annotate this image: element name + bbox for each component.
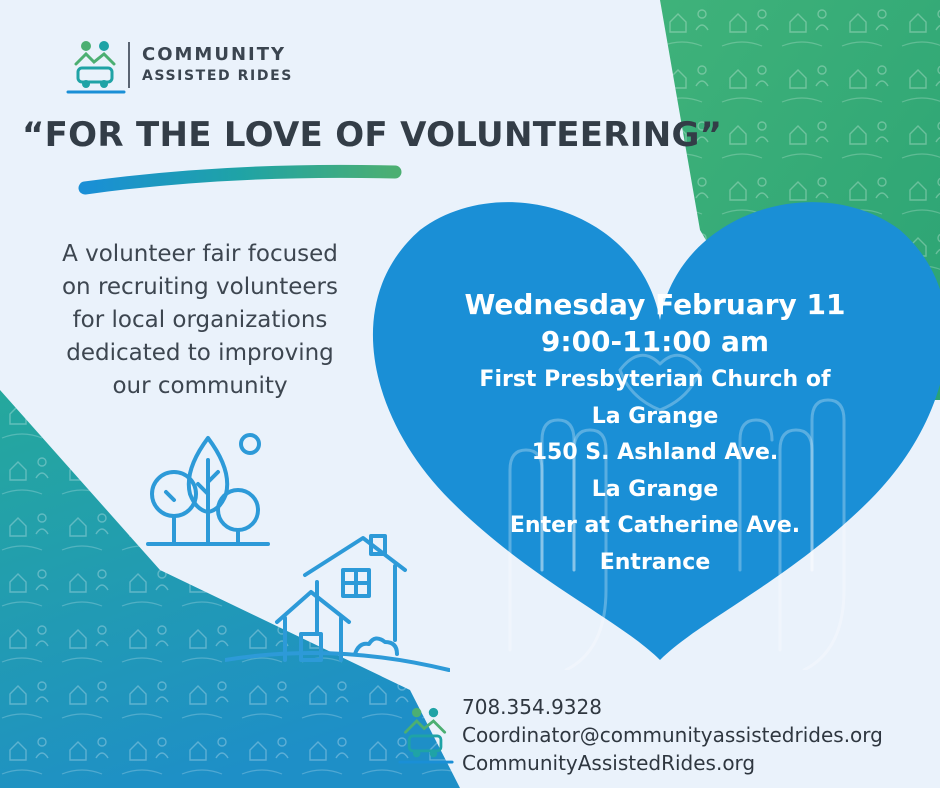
event-location-line: Entrance (599, 549, 711, 575)
headline-underline (60, 158, 410, 198)
event-location-line: Enter at Catherine Ave. (509, 513, 801, 538)
brand-line-2: ASSISTED RIDES (142, 68, 293, 84)
email-address: Coordinator@communityassistedrides.org (462, 723, 883, 747)
event-location-line: La Grange (591, 476, 719, 502)
description-line: for local organizations (72, 307, 328, 333)
event-details (440, 286, 870, 581)
event-location-line: 150 S. Ashland Ave. (531, 440, 779, 465)
event-location-line: La Grange (591, 403, 719, 429)
description-line: dedicated to improving (66, 340, 334, 366)
headline: “FOR THE LOVE OF VOLUNTEERING” (22, 115, 723, 155)
logo-divider (128, 42, 130, 88)
contact-info (462, 693, 883, 777)
description-line: on recruiting volunteers (61, 274, 338, 300)
website-url: CommunityAssistedRides.org (462, 751, 756, 775)
car-with-people-icon (398, 704, 454, 766)
phone-number: 708.354.9328 (462, 695, 602, 719)
car-with-people-icon (66, 38, 126, 94)
event-location-line: First Presbyterian Church of (479, 367, 831, 392)
description-line: our community (112, 373, 288, 399)
event-time: 9:00-11:00 am (540, 325, 770, 358)
description-line: A volunteer fair focused (62, 241, 338, 267)
brand-line-1: COMMUNITY (142, 44, 287, 65)
event-date: Wednesday February 11 (464, 288, 846, 321)
brand-name (142, 44, 293, 86)
event-description (30, 238, 370, 403)
